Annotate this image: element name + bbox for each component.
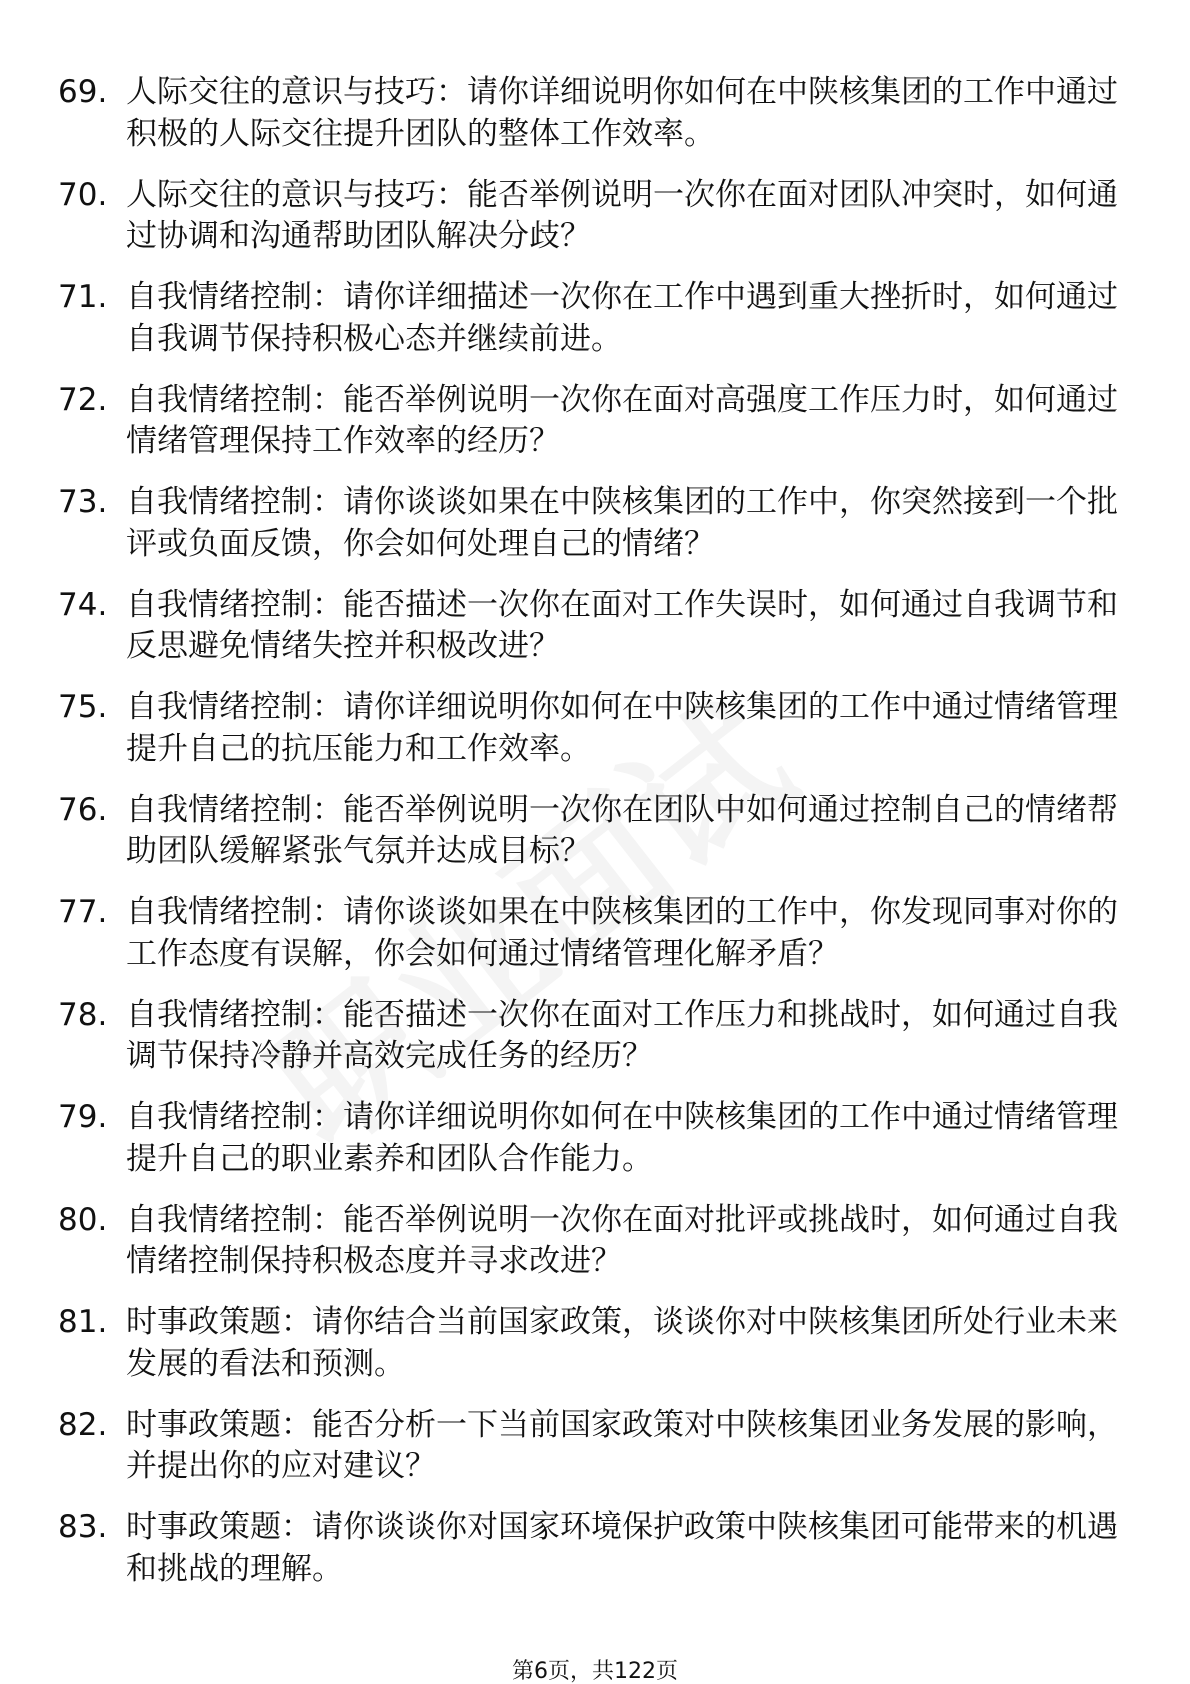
question-list <box>58 72 1118 1610</box>
question-number: 69. <box>58 74 108 110</box>
question-number: 81. <box>58 1304 108 1340</box>
question-item <box>58 1405 1118 1488</box>
question-text: 人际交往的意识与技巧：能否举例说明一次你在面对团队冲突时，如何通过协调和沟通帮助团队解决分歧？ <box>126 176 1118 254</box>
question-item <box>58 687 1118 770</box>
question-text: 时事政策题：请你结合当前国家政策，谈谈你对中陕核集团所处行业未来发展的看法和预测。 <box>126 1304 1118 1382</box>
question-text: 自我情绪控制：请你详细描述一次你在工作中遇到重大挫折时，如何通过自我调节保持积极心态并继续前进。 <box>126 279 1118 357</box>
question-text: 自我情绪控制：能否举例说明一次你在面对批评或挑战时，如何通过自我情绪控制保持积极态度并寻求改进？ <box>126 1201 1118 1279</box>
question-number: 80. <box>58 1201 108 1238</box>
question-item <box>58 1302 1118 1385</box>
question-text: 自我情绪控制：请你谈谈如果在中陕核集团的工作中，你突然接到一个批评或负面反馈，你会如何处理自己的情绪？ <box>126 484 1118 562</box>
question-text: 人际交往的意识与技巧：请你详细说明你如何在中陕核集团的工作中通过积极的人际交往提升团队的整体工作效率。 <box>126 74 1118 152</box>
question-text: 自我情绪控制：请你谈谈如果在中陕核集团的工作中，你发现同事对你的工作态度有误解，你会如何通过情绪管理化解矛盾？ <box>126 894 1118 972</box>
question-number: 79. <box>58 1099 108 1135</box>
question-item <box>58 1200 1118 1283</box>
question-text: 自我情绪控制：能否描述一次你在面对工作失误时，如何通过自我调节和反思避免情绪失控并积极改进？ <box>126 586 1118 664</box>
question-item <box>58 380 1118 463</box>
question-item <box>58 1097 1118 1180</box>
question-number: 78. <box>58 996 108 1033</box>
question-item <box>58 482 1118 565</box>
question-item <box>58 892 1118 975</box>
question-text: 自我情绪控制：能否描述一次你在面对工作压力和挑战时，如何通过自我调节保持冷静并高效完成任务的经历？ <box>126 996 1118 1074</box>
question-number: 73. <box>58 484 108 520</box>
question-item <box>58 585 1118 668</box>
question-text: 自我情绪控制：能否举例说明一次你在团队中如何通过控制自己的情绪帮助团队缓解紧张气氛并达成目标？ <box>126 791 1118 869</box>
question-item <box>58 72 1118 155</box>
question-text: 时事政策题：请你谈谈你对国家环境保护政策中陕核集团可能带来的机遇和挑战的理解。 <box>126 1509 1118 1587</box>
question-number: 77. <box>58 894 108 930</box>
question-number: 75. <box>58 689 108 725</box>
question-number: 71. <box>58 279 108 315</box>
question-item <box>58 1507 1118 1590</box>
question-item <box>58 175 1118 258</box>
question-text: 时事政策题：能否分析一下当前国家政策对中陕核集团业务发展的影响，并提出你的应对建议？ <box>126 1406 1118 1484</box>
question-number: 82. <box>58 1406 108 1443</box>
question-item <box>58 277 1118 360</box>
page-number-footer: 第6页，共122页 <box>512 1659 678 1684</box>
question-number: 72. <box>58 381 108 418</box>
question-item <box>58 790 1118 873</box>
question-text: 自我情绪控制：请你详细说明你如何在中陕核集团的工作中通过情绪管理提升自己的抗压能力和工作效率。 <box>126 689 1118 767</box>
question-text: 自我情绪控制：能否举例说明一次你在面对高强度工作压力时，如何通过情绪管理保持工作效率的经历？ <box>126 381 1118 459</box>
question-text: 自我情绪控制：请你详细说明你如何在中陕核集团的工作中通过情绪管理提升自己的职业素养和团队合作能力。 <box>126 1099 1118 1177</box>
question-number: 70. <box>58 176 108 213</box>
question-item <box>58 995 1118 1078</box>
question-number: 83. <box>58 1509 108 1545</box>
question-number: 74. <box>58 586 108 623</box>
question-number: 76. <box>58 791 108 828</box>
